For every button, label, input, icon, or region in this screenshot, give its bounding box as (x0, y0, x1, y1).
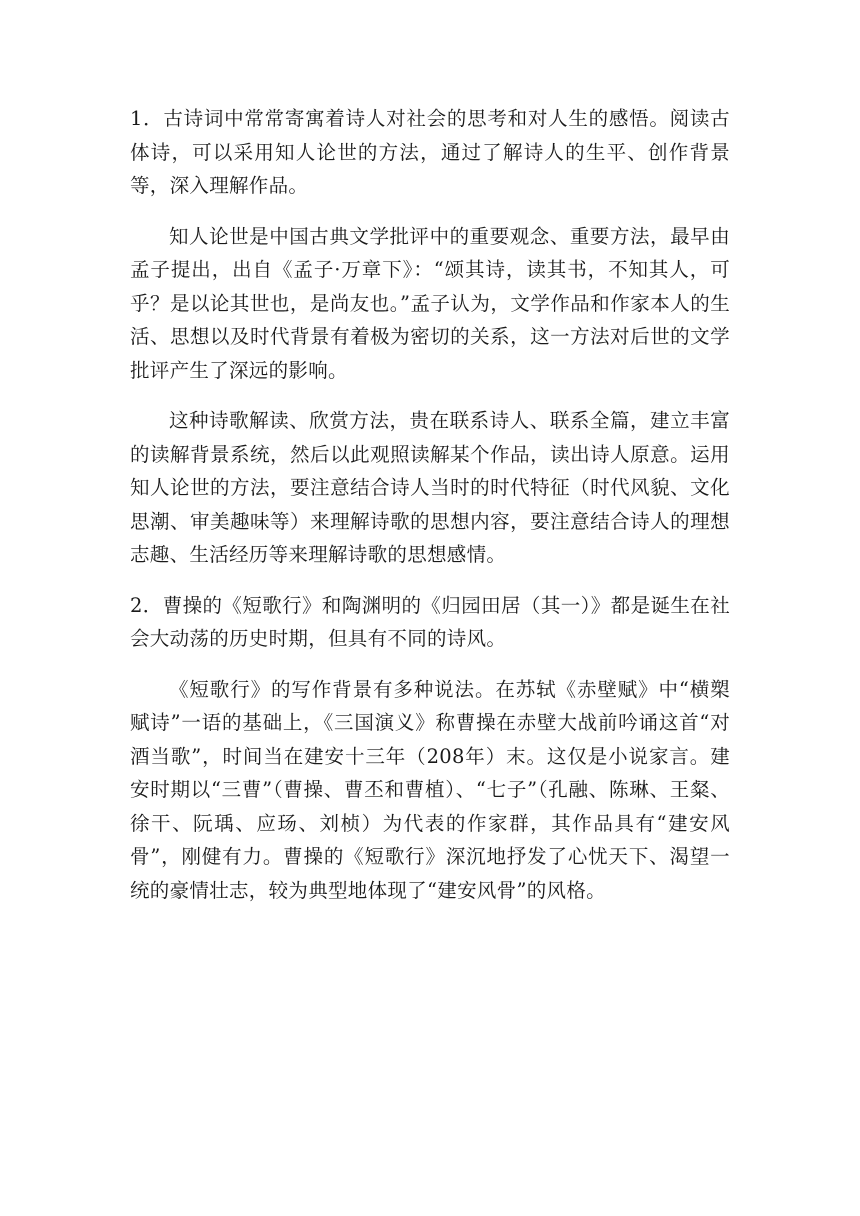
document-body (130, 102, 730, 907)
paragraph-2-intro: 2．曹操的《短歌行》和陶渊明的《归园田居（其一）》都是诞生在社会大动荡的历史时期，但具有不同的诗风。 (130, 593, 730, 650)
paragraph-reading-method: 这种诗歌解读、欣赏方法，贵在联系诗人、联系全篇，建立丰富的读解背景系统，然后以此观照读解某个作品，读出诗人原意。运用知人论世的方法，要注意结合诗人当时的时代特征（时代风貌、文化思潮、审美趣味等）来理解诗歌的思想内容，要注意结合诗人的理想志趣、生活经历等来理解诗歌的思想感情。 (130, 409, 730, 566)
paragraph-duangexing-background: 《短歌行》的写作背景有多种说法。在苏轼《赤壁赋》中“横槊赋诗”一语的基础上，《三国演义》称曹操在赤壁大战前吟诵这首“对酒当歌”，时间当在建安十三年（208年）末。这仅是小说家言。建安时期以“三曹”（曹操、曹丕和曹植）、“七子”（孔融、陈琳、王粲、徐干、阮瑀、应玚、刘桢）为代表的作家群，其作品具有“建安风骨”，刚健有力。曹操的《短歌行》深沉地抒发了心忧天下、渴望一统的豪情壮志，较为典型地体现了“建安风骨”的风格。 (130, 677, 730, 902)
paragraph-zhiren-lunshi: 知人论世是中国古典文学批评中的重要观念、重要方法，最早由孟子提出，出自《孟子·万章下》：“颂其诗，读其书，不知其人，可乎？是以论其世也，是尚友也。”孟子认为，文学作品和作家本人的生活、思想以及时代背景有着极为密切的关系，这一方法对后世的文学批评产生了深远的影响。 (130, 224, 730, 382)
paragraph-1-intro: 1．古诗词中常常寄寓着诗人对社会的思考和对人生的感悟。阅读古体诗，可以采用知人论世的方法，通过了解诗人的生平、创作背景等，深入理解作品。 (130, 107, 730, 197)
